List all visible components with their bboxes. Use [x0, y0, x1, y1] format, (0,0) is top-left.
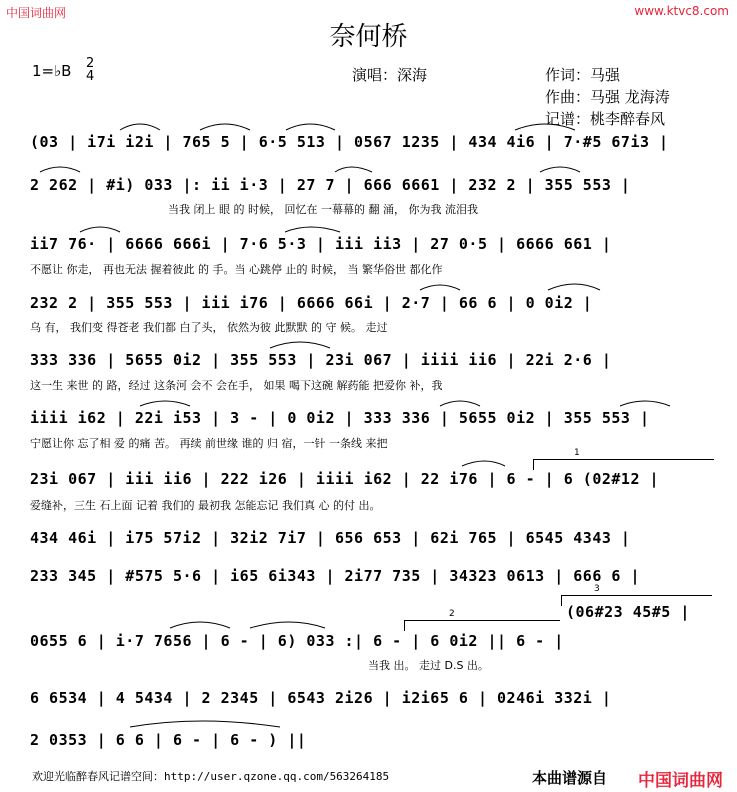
- watermark-right: www.ktvc8.com: [634, 4, 729, 18]
- volta-number-2: 2: [449, 609, 455, 619]
- lyrics-row-11: 当我 出。 走过 D.S 出。: [368, 659, 489, 672]
- lyrics-row-5: 这一生 来世 的 路，经过 这条河 会不 会在手， 如果 喝下这碗 解药能 把爱你 补，我: [30, 379, 443, 392]
- score-row-11: 0655 6 | i·7 7656 | 6 - | 6) 033 :| 6 - | 6 0i2 || 6 - |: [30, 632, 564, 650]
- slur: [170, 622, 230, 628]
- score-row-3: ii7 76· | 6666 666i | 7·6 5·3 | iii ii3 | 27 0·5 | 6666 661 |: [30, 235, 612, 253]
- slur: [540, 167, 580, 172]
- lyrics-row-3: 不愿让 你走， 再也无法 握着彼此 的 手。当 心跳停 止的 时候， 当 繁华俗世 都化作: [30, 263, 443, 276]
- slur: [462, 461, 505, 466]
- slur: [515, 124, 575, 130]
- watermark-left: 中国词曲网: [6, 6, 67, 20]
- lyrics-row-4: 乌 有， 我们变 得苍老 我们都 白了头， 依然为彼 此默默 的 守 候。 走过: [30, 321, 388, 334]
- slur: [80, 227, 120, 232]
- slur: [140, 401, 190, 406]
- lyrics-row-6: 宁愿让你 忘了相 爱 的痛 苦。 再续 前世缘 谁的 归 宿，一针 一条线 来把: [30, 437, 388, 450]
- lyricist-credit: 作词：马强: [545, 66, 621, 84]
- slur: [286, 124, 335, 130]
- slur: [335, 167, 372, 172]
- slur: [120, 124, 160, 130]
- footer-source: 本曲谱源自: [532, 769, 608, 787]
- transcriber-credit: 记谱：桃李醉春风: [545, 110, 666, 128]
- slur: [620, 401, 670, 406]
- singer-credit: 演唱：深海: [352, 66, 428, 84]
- volta-number-3: 3: [594, 584, 600, 594]
- score-row-12: 6 6534 | 4 5434 | 2 2345 | 6543 2i26 | i2i65 6 | 0246i 332i |: [30, 689, 612, 707]
- score-row-5: 333 336 | 5655 0i2 | 355 553 | 23i 067 | iiii ii6 | 22i 2·6 |: [30, 351, 612, 369]
- score-row-9: 233 345 | #575 5·6 | i65 6i343 | 2i77 735 | 34323 0613 | 666 6 |: [30, 567, 640, 585]
- volta-number-1: 1: [574, 448, 580, 458]
- slur: [200, 124, 250, 130]
- slur: [548, 284, 600, 290]
- score-row-7: 23i 067 | iii ii6 | 222 i26 | iiii i62 | 22 i76 | 6 - | 6 (02#12 |: [30, 470, 660, 488]
- time-denominator: 4: [86, 69, 95, 84]
- score-row-2: 2 262 | #i) 033 |: ii i·3 | 27 7 | 666 6661 | 232 2 | 355 553 |: [30, 176, 631, 194]
- score-row-4: 232 2 | 355 553 | iii i76 | 6666 66i | 2·7 | 66 6 | 0 0i2 |: [30, 294, 593, 312]
- score-row-10: (06#23 45#5 |: [566, 603, 690, 621]
- slur: [440, 401, 480, 406]
- composer-credit: 作曲：马强 龙海涛: [545, 88, 670, 106]
- slur: [270, 342, 330, 348]
- score-row-1: (03 | i7i i2i | 765 5 | 6·5 513 | 0567 1235 | 434 4i6 | 7·#5 67i3 |: [30, 133, 669, 151]
- lyrics-row-2: 当我 闭上 眼 的 时候， 回忆在 一幕幕的 翻 涌， 你为我 流泪我: [168, 203, 478, 216]
- lyrics-row-7: 爱缝补，三生 石上面 记着 我们的 最初我 怎能忘记 我们真 心 的付 出。: [30, 499, 381, 512]
- footer-site: 中国词曲网: [638, 771, 723, 791]
- slur: [420, 285, 460, 290]
- key-signature: 1=♭B: [32, 62, 72, 80]
- score-row-6: iiii i62 | 22i i53 | 3 - | 0 0i2 | 333 336 | 5655 0i2 | 355 553 |: [30, 409, 650, 427]
- score-row-8: 434 46i | i75 57i2 | 32i2 7i7 | 656 653 | 62i 765 | 6545 4343 |: [30, 529, 631, 547]
- slur: [130, 721, 280, 727]
- slur: [250, 622, 325, 628]
- footer-visit: 欢迎光临醉春风记谱空间：http://user.qzone.qq.com/563264185: [32, 770, 390, 783]
- slur: [285, 227, 340, 232]
- score-row-13: 2 0353 | 6 6 | 6 - | 6 - ) ||: [30, 731, 307, 749]
- slur: [40, 167, 80, 172]
- time-numerator: 2: [86, 56, 95, 71]
- song-title: 奈何桥: [329, 22, 408, 52]
